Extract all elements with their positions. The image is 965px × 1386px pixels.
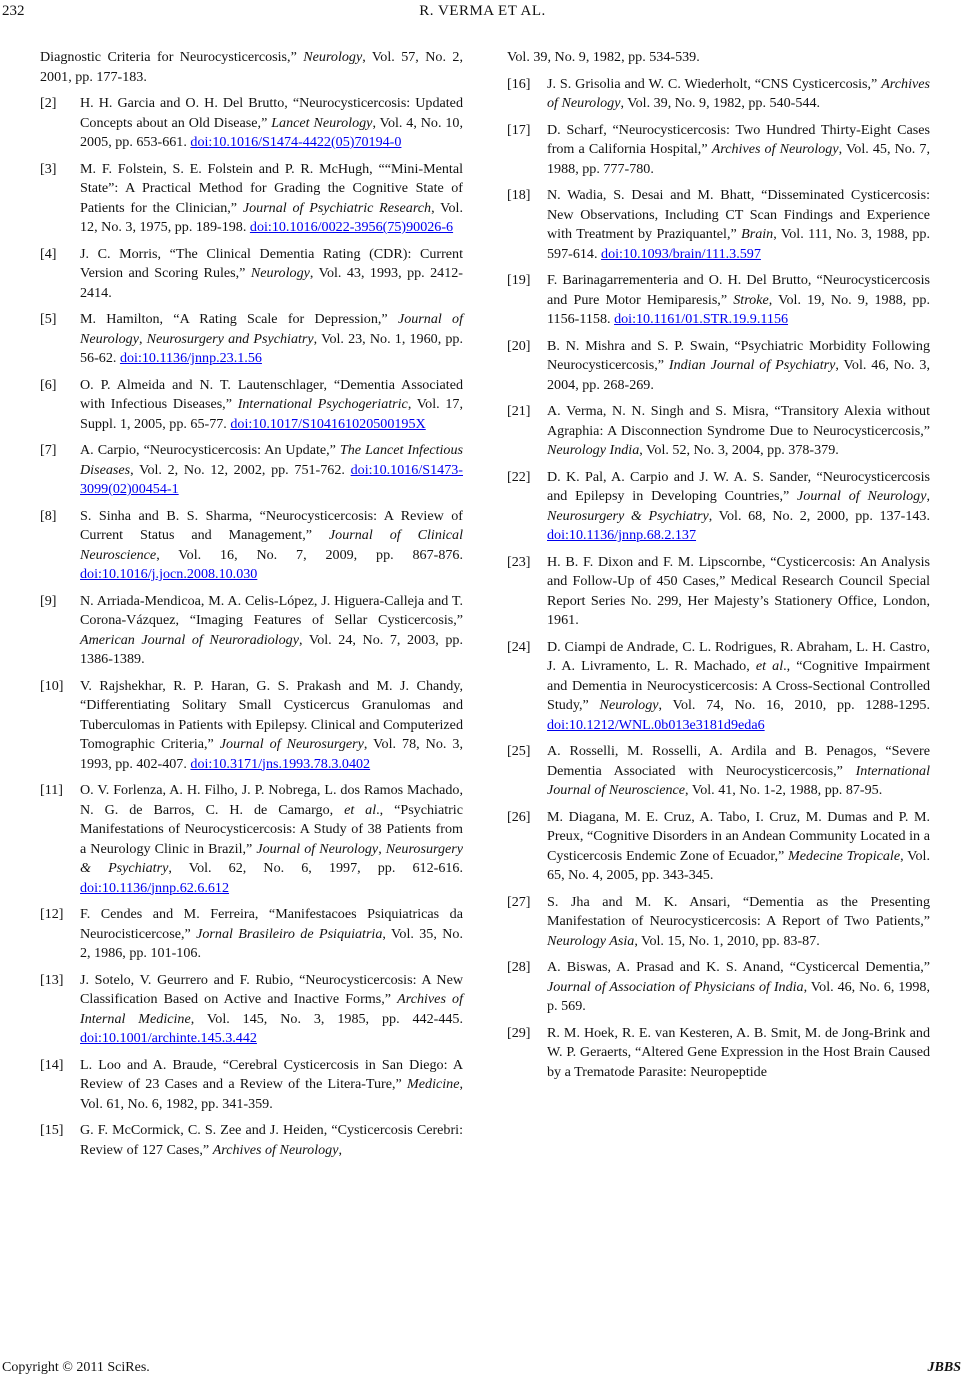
reference-item bbox=[40, 48, 463, 87]
reference-text bbox=[80, 971, 463, 1049]
italic-title: Neurology India bbox=[547, 442, 640, 458]
reference-text bbox=[547, 958, 930, 1017]
reference-item bbox=[40, 1121, 463, 1160]
reference-item bbox=[507, 337, 930, 396]
reference-segment: M. Hamilton, “A Rating Scale for Depression,” bbox=[80, 311, 398, 327]
reference-segment: A. Biswas, A. Prasad and K. S. Anand, “Cysticercal Dementia,” bbox=[547, 959, 930, 975]
doi-link[interactable]: doi:10.1017/S104161020500195X bbox=[230, 415, 426, 432]
reference-segment: , Vol. 43, 1993, pp. 2412-2414. bbox=[80, 265, 463, 301]
reference-number: [19] bbox=[507, 272, 531, 288]
italic-title: Archives of Neurology bbox=[212, 1141, 339, 1158]
italic-title: Indian Journal of Psychiatry bbox=[668, 357, 836, 373]
reference-item bbox=[507, 553, 930, 631]
reference-segment: F. Cendes and M. Ferreira, “Manifestacoes Psiquiatricas da Neurocisticercose,” bbox=[80, 906, 463, 942]
italic-title: Journal of Psychiatric Research bbox=[242, 199, 432, 216]
reference-text bbox=[80, 781, 463, 898]
reference-number: [11] bbox=[40, 782, 63, 798]
italic-title: et al bbox=[755, 658, 784, 674]
reference-item bbox=[507, 121, 930, 180]
reference-segment: , Vol. 65, No. 4, 2005, pp. 343-345. bbox=[547, 847, 930, 883]
reference-number: [9] bbox=[40, 592, 57, 609]
reference-segment: D. Ciampi de Andrade, C. L. Rodrigues, R. Abraham, L. H. Castro, J. A. Livramento, L. R. Machado, bbox=[547, 638, 930, 674]
reference-item bbox=[40, 1056, 463, 1115]
reference-text bbox=[80, 677, 463, 775]
reference-item bbox=[40, 507, 463, 585]
reference-text bbox=[547, 553, 930, 631]
reference-text bbox=[80, 310, 463, 369]
reference-segment: O. P. Almeida and N. T. Lautenschlager, “Dementia Associated with Infectious Diseases,” bbox=[80, 376, 463, 412]
reference-text bbox=[80, 507, 463, 585]
reference-number: [4] bbox=[40, 245, 57, 262]
reference-segment: A. Rosselli, M. Rosselli, A. Ardila and B. Penagos, “Severe Dementia Associated with Neurocysticercosis,” bbox=[547, 743, 930, 779]
doi-link[interactable]: doi:10.1016/0022-3956(75)90026-6 bbox=[249, 219, 454, 235]
reference-text bbox=[80, 1056, 463, 1115]
reference-segment: , bbox=[338, 1141, 342, 1158]
reference-number: [3] bbox=[40, 160, 57, 177]
reference-number: [12] bbox=[40, 906, 64, 922]
doi-link[interactable]: doi:10.1212/WNL.0b013e3181d9eda6 bbox=[547, 716, 765, 733]
reference-item bbox=[40, 441, 463, 500]
italic-title: Journal of Neurology bbox=[80, 311, 463, 347]
italic-title: Neurology Asia bbox=[547, 932, 635, 949]
reference-number: [2] bbox=[40, 95, 57, 111]
reference-text bbox=[547, 1024, 930, 1083]
reference-number: [29] bbox=[507, 1024, 531, 1041]
reference-segment: G. F. McCormick, C. S. Zee and J. Heiden, “Cysticercosis Cerebri: Review of 127 Cases,” bbox=[80, 1122, 463, 1158]
reference-segment: H. H. Garcia and O. H. Del Brutto, “Neurocysticercosis: Updated Concepts about an Old Disease,” bbox=[80, 95, 463, 131]
italic-title: Archives of Internal Medicine bbox=[80, 991, 463, 1027]
reference-segment: N. Wadia, S. Desai and M. Bhatt, “Disseminated Cysticercosis: New Observations, Including CT Scan Findings and Experience with Treatment by Praziquantel,” bbox=[547, 187, 930, 242]
reference-text bbox=[547, 186, 930, 264]
reference-text bbox=[547, 271, 930, 330]
doi-link[interactable]: doi:10.1001/archinte.145.3.442 bbox=[80, 1030, 257, 1046]
reference-item bbox=[507, 1024, 930, 1083]
doi-link[interactable]: doi:10.3171/jns.1993.78.3.0402 bbox=[190, 755, 371, 772]
reference-segment: , Vol. 57, No. 2, 2001, pp. 177-183. bbox=[40, 49, 463, 85]
reference-segment: A. Verma, N. N. Singh and S. Misra, “Transitory Alexia without Agraphia: A Disconnection Syndrome Due to Neurocysticercosis,” bbox=[547, 403, 930, 439]
reference-segment: , Vol. 41, No. 1-2, 1988, pp. 87-95. bbox=[685, 782, 883, 798]
reference-segment: V. Rajshekhar, R. P. Haran, G. S. Prakash and M. J. Chandy, “Differentiating Solitary Small Cysticercus Granulomas and Tuberculomas in Patients with Epilepsy. Clinical and Computerized Tomographic Criteria,” bbox=[80, 677, 463, 752]
italic-title: Journal of Neurology bbox=[256, 840, 379, 857]
reference-segment: , Vol. 46, No. 6, 1998, p. 569. bbox=[547, 978, 930, 1014]
journal-abbrev: JBBS bbox=[927, 1360, 961, 1375]
reference-number: [17] bbox=[507, 121, 531, 138]
reference-segment: , Vol. 46, No. 3, 2004, pp. 268-269. bbox=[547, 357, 930, 393]
reference-text bbox=[80, 905, 463, 964]
reference-item bbox=[507, 48, 930, 68]
italic-title: Neurology bbox=[599, 697, 659, 713]
reference-number: [5] bbox=[40, 311, 57, 327]
reference-segment: , bbox=[926, 488, 930, 504]
reference-number: [28] bbox=[507, 959, 531, 975]
reference-item bbox=[507, 808, 930, 886]
reference-segment: O. V. Forlenza, A. H. Filho, J. P. Nobrega, L. dos Ramos Machado, N. G. de Barros, C. H. de Camargo, bbox=[80, 782, 463, 818]
reference-number: [23] bbox=[507, 553, 531, 570]
reference-segment: , Vol. 39, No. 9, 1982, pp. 540-544. bbox=[620, 95, 821, 111]
reference-segment: Vol. 39, No. 9, 1982, pp. 534-539. bbox=[507, 49, 700, 65]
reference-segment: , Vol. 45, No. 7, 1988, pp. 777-780. bbox=[547, 141, 930, 177]
reference-segment: , Vol. 4, No. 10, 2005, pp. 653-661. bbox=[80, 114, 464, 150]
reference-text bbox=[80, 160, 463, 238]
reference-segment: , bbox=[138, 330, 147, 347]
reference-segment: M. F. Folstein, S. E. Folstein and P. R. McHugh, ““Mini-Mental State”: A Practical Method for Grading the Cognitive State of Patients for the Clinician,” bbox=[80, 160, 463, 216]
reference-text bbox=[547, 337, 930, 396]
reference-text bbox=[40, 48, 463, 87]
italic-title: Jornal Brasileiro de Psiquiatria bbox=[196, 925, 383, 942]
reference-number: [18] bbox=[507, 187, 531, 203]
doi-link[interactable]: doi:10.1136/jnnp.62.6.612 bbox=[80, 879, 230, 896]
italic-title: Archives of Neurology bbox=[711, 141, 839, 157]
reference-segment: , Vol. 12, No. 3, 1975, pp. 189-198. bbox=[80, 199, 463, 235]
reference-item bbox=[507, 75, 930, 114]
reference-text bbox=[547, 742, 930, 801]
reference-segment: , Vol. 111, No. 3, 1988, pp. 597-614. bbox=[547, 226, 930, 262]
page-header bbox=[0, 0, 965, 24]
doi-link[interactable]: doi:10.1136/jnnp.23.1.56 bbox=[119, 350, 262, 366]
reference-item bbox=[40, 781, 463, 898]
reference-number: [21] bbox=[507, 403, 531, 419]
reference-segment: S. Jha and M. K. Ansari, “Dementia as the Presenting Manifestation of Neurocysticercosis: A Report of Two Patients,” bbox=[547, 893, 930, 929]
italic-title: International Psychogeriatric bbox=[237, 396, 408, 412]
reference-text bbox=[547, 808, 930, 886]
page-number: 232 bbox=[2, 3, 25, 19]
italic-title: Neurology bbox=[303, 49, 363, 65]
reference-text bbox=[547, 75, 930, 114]
reference-item bbox=[507, 893, 930, 952]
reference-text bbox=[547, 402, 930, 461]
reference-text bbox=[80, 1121, 463, 1160]
reference-segment: D. Scharf, “Neurocysticercosis: Two Hundred Thirty-Eight Cases from a California Hospital,” bbox=[547, 121, 930, 157]
reference-segment: , Vol. 35, No. 2, 1986, pp. 101-106. bbox=[80, 925, 463, 961]
italic-title: Medicine bbox=[407, 1076, 460, 1092]
reference-item bbox=[40, 310, 463, 369]
reference-segment: , Vol. 52, No. 3, 2004, pp. 378-379. bbox=[639, 442, 839, 458]
copyright-notice: Copyright © 2011 SciRes. bbox=[2, 1360, 150, 1375]
reference-item bbox=[507, 958, 930, 1017]
reference-segment: ., “Cognitive Impairment and Dementia in Neurocysticercosis: A Cross-Sectional Controlled Study,” bbox=[547, 658, 930, 713]
reference-item bbox=[507, 742, 930, 801]
reference-segment: B. N. Mishra and S. P. Swain, “Psychiatric Morbidity Following Neurocysticercosis,” bbox=[547, 337, 930, 373]
reference-number: [15] bbox=[40, 1122, 64, 1138]
reference-item bbox=[40, 376, 463, 435]
doi-link[interactable]: doi:10.1161/01.STR.19.9.1156 bbox=[614, 311, 789, 327]
reference-segment: , Vol. 145, No. 3, 1985, pp. 442-445. bbox=[190, 1010, 463, 1027]
reference-segment: A. Carpio, “Neurocysticercosis: An Update,” bbox=[80, 442, 340, 458]
reference-segment: D. K. Pal, A. Carpio and J. W. A. S. Sander, “Neurocysticercosis and Epilepsy in Developing Countries,” bbox=[547, 468, 930, 504]
references-left-column bbox=[40, 48, 463, 1167]
reference-number: [8] bbox=[40, 507, 57, 524]
reference-segment: F. Barinagarrementeria and O. H. Del Brutto, “Neurocysticercosis and Pure Motor Hemiparesis,” bbox=[547, 272, 930, 308]
reference-item bbox=[40, 94, 463, 153]
reference-text bbox=[547, 121, 930, 180]
reference-segment: J. C. Morris, “The Clinical Dementia Rating (CDR): Current Version and Scoring Rules,” bbox=[80, 245, 463, 281]
reference-item bbox=[40, 592, 463, 670]
reference-segment: N. Arriada-Mendicoa, M. A. Celis-López, J. Higuera-Calleja and T. Corona-Vázquez, “Imaging Features of Sellar Cysticercosis,” bbox=[80, 592, 463, 628]
italic-title: American Journal of Neuroradiology bbox=[80, 631, 299, 648]
reference-item bbox=[40, 971, 463, 1049]
doi-link[interactable]: doi:10.1136/jnnp.68.2.137 bbox=[547, 527, 697, 543]
doi-link[interactable]: doi:10.1016/S1474-4422(05)70194-0 bbox=[190, 134, 402, 150]
italic-title: The Lancet Infectious Diseases bbox=[80, 442, 464, 478]
reference-item bbox=[40, 905, 463, 964]
reference-number: [6] bbox=[40, 376, 57, 393]
reference-segment: , Vol. 16, No. 7, 2009, pp. 867-876. bbox=[156, 546, 463, 563]
page-footer bbox=[0, 1356, 965, 1386]
reference-text bbox=[547, 468, 930, 546]
doi-link[interactable]: doi:10.1016/S1473-3099(02)00454-1 bbox=[80, 461, 463, 497]
reference-text bbox=[80, 376, 463, 435]
italic-title: Medecine Tropicale bbox=[788, 847, 901, 864]
italic-title: Neurosurgery & Psychiatry bbox=[547, 507, 709, 524]
reference-segment: M. Diagana, M. E. Cruz, A. Tabo, I. Cruz, M. Dumas and P. M. Preux, “Cognitive Disorders in an Andean Community Located in a Cysticercosis Endemic Zone of Ecuador,” bbox=[547, 808, 930, 864]
reference-number: [10] bbox=[40, 677, 64, 694]
reference-item bbox=[40, 677, 463, 775]
reference-text bbox=[80, 441, 463, 500]
reference-item bbox=[40, 245, 463, 304]
reference-segment: , Vol. 24, No. 7, 2003, pp. 1386-1389. bbox=[80, 631, 463, 667]
reference-number: [22] bbox=[507, 468, 531, 485]
reference-item bbox=[507, 186, 930, 264]
reference-text bbox=[80, 94, 463, 153]
reference-item bbox=[507, 638, 930, 736]
reference-item bbox=[507, 402, 930, 461]
reference-number: [24] bbox=[507, 638, 531, 655]
reference-number: [26] bbox=[507, 808, 531, 825]
reference-segment: L. Loo and A. Braude, “Cerebral Cysticercosis in San Diego: A Review of 23 Cases and a Review of the Litera-Ture,” bbox=[80, 1056, 463, 1092]
reference-segment: J. S. Grisolia and W. C. Wiederholt, “CNS Cysticercosis,” bbox=[547, 75, 882, 92]
reference-segment: , Vol. 19, No. 9, 1988, pp. 1156-1158. bbox=[547, 291, 930, 327]
reference-number: [20] bbox=[507, 337, 531, 354]
reference-segment: , Vol. 23, No. 1, 1960, pp. 56-62. bbox=[80, 330, 463, 366]
reference-segment: , Vol. 15, No. 1, 2010, pp. 83-87. bbox=[634, 932, 820, 949]
reference-segment: , Vol. 61, No. 6, 1982, pp. 341-359. bbox=[80, 1076, 463, 1112]
reference-segment: , Vol. 68, No. 2, 2000, pp. 137-143. bbox=[708, 507, 930, 524]
reference-segment: R. M. Hoek, R. E. van Kesteren, A. B. Smit, M. de Jong-Brink and W. P. Geraerts, “Altered Gene Expression in the Host Brain Caused by a Trematode Parasite: Neuropeptide bbox=[547, 1024, 930, 1080]
references-right-column bbox=[507, 48, 930, 1089]
italic-title: Neurosurgery & Psychiatry bbox=[80, 840, 463, 876]
italic-title: Journal of Neurosurgery bbox=[219, 736, 364, 752]
reference-text bbox=[507, 48, 930, 68]
reference-segment: J. Sotelo, V. Geurrero and F. Rubio, “Neurocysticercosis: A New Classification Based on Active and Inactive Forms,” bbox=[80, 971, 463, 1007]
reference-item bbox=[507, 468, 930, 546]
doi-link[interactable]: doi:10.1016/j.jocn.2008.10.030 bbox=[80, 566, 258, 582]
italic-title: Neurology bbox=[250, 265, 310, 281]
reference-text bbox=[547, 638, 930, 736]
reference-number: [25] bbox=[507, 743, 531, 759]
reference-segment: , Vol. 2, No. 12, 2002, pp. 751-762. bbox=[130, 461, 351, 478]
reference-text bbox=[80, 592, 463, 670]
reference-segment: Diagnostic Criteria for Neurocysticercosis,” bbox=[40, 49, 304, 65]
italic-title: Brain bbox=[741, 226, 774, 242]
reference-text bbox=[547, 893, 930, 952]
italic-title: International Journal of Neuroscience bbox=[547, 762, 930, 798]
italic-title: Lancet Neurology bbox=[271, 114, 373, 131]
italic-title: Stroke bbox=[733, 291, 769, 308]
reference-segment: , Vol. 17, Suppl. 1, 2005, pp. 65-77. bbox=[80, 396, 463, 432]
italic-title: Journal of Clinical Neuroscience bbox=[80, 527, 463, 563]
reference-segment: ., “Psychiatric Manifestations of Neurocysticercosis: A Study of 38 Patients from a Neurology Clinic in Brazil,” bbox=[80, 801, 463, 857]
reference-segment: , Vol. 62, No. 6, 1997, pp. 612-616. bbox=[168, 860, 463, 876]
reference-item bbox=[40, 160, 463, 238]
reference-segment: , Vol. 74, No. 16, 2010, pp. 1288-1295. bbox=[658, 697, 930, 713]
reference-number: [27] bbox=[507, 893, 531, 910]
reference-segment: , bbox=[378, 840, 386, 857]
reference-number: [7] bbox=[40, 442, 57, 458]
italic-title: Archives of Neurology bbox=[547, 75, 930, 111]
italic-title: et al bbox=[344, 801, 377, 818]
reference-number: [14] bbox=[40, 1056, 64, 1073]
reference-item bbox=[507, 271, 930, 330]
reference-text bbox=[80, 245, 463, 304]
italic-title: Neurosurgery and Psychiatry bbox=[146, 330, 314, 347]
reference-segment: S. Sinha and B. S. Sharma, “Neurocysticercosis: A Review of Current Status and Management,” bbox=[80, 507, 463, 543]
reference-number: [16] bbox=[507, 75, 531, 92]
reference-segment: H. B. F. Dixon and F. M. Lipscornbe, “Cysticercosis: An Analysis and Follow-Up of 450 Cases,” Medical Research Council Special Report Series No. 299, Her Majesty’s Stationery Office, London, 1961. bbox=[547, 553, 930, 628]
reference-number: [13] bbox=[40, 971, 64, 988]
italic-title: Journal of Association of Physicians of India bbox=[547, 978, 804, 995]
running-head: R. VERMA ET AL. bbox=[419, 3, 546, 19]
doi-link[interactable]: doi:10.1093/brain/111.3.597 bbox=[601, 245, 761, 262]
italic-title: Journal of Neurology bbox=[797, 488, 927, 504]
reference-segment: , Vol. 78, No. 3, 1993, pp. 402-407. bbox=[80, 736, 463, 772]
